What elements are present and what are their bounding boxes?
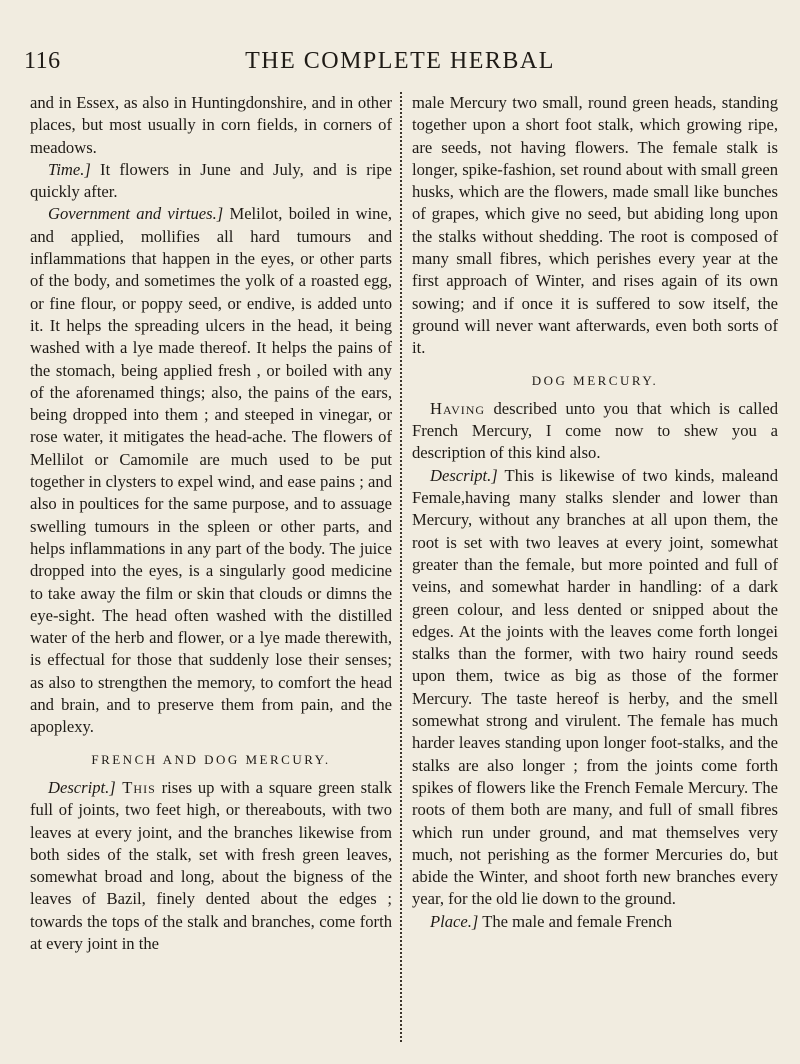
place-text: The male and female French	[478, 911, 673, 931]
having-lead-word: Having	[430, 398, 486, 418]
time-text: It flowers in June and July, and is ripe quickly after.	[30, 159, 392, 202]
descript-paragraph-dog	[412, 465, 778, 911]
page-header	[24, 48, 776, 82]
right-paragraph-continued: male Mercury two small, round green heads, standing together upon a short foot stalk, which growing ripe, are seeds, not having flowers. The female stalk is longer, spike-fashion, set round about with small green husks, which are the flowers, made small like bunches of grapes, which give no seed, but abiding long upon the stalks without shedding. The root is composed of many small fibres, which perishes every year at the first approach of Winter, and rises again of its own sowing; and if once it is suffered to sow itself, the ground will never want afterwards, even both sorts of it.	[412, 93, 778, 358]
time-label: Time.]	[48, 159, 91, 179]
virtues-label: Government and virtues.]	[48, 204, 224, 224]
descript-lead-word: This	[115, 777, 156, 797]
section-heading-dog-mercury: DOG MERCURY.	[531, 372, 659, 388]
left-column	[30, 92, 392, 1042]
virtues-text: Melilot, boiled in wine, and applied, mollifies all hard tumours and inflammations that happen in the eyes, or other parts of the body, and sometimes the yolk of a roasted egg, or fine flour, or poppy seed, or endive, is added unto it. It helps the spreading ulcers in the head, it being washed with a lye made thereof. It helps the pains of the stomach, being applied fresh , or boiled with any of the aforenamed things; also, the pains of the ears, being dropped into them ; and steeped in vinegar, or rose water, it mitigates the head-ache. The flowers of Mellilot or Camomile are much used to be put together in clysters to expel wind, and ease pains ; and also in poultices for the same purpose, and to assuage swelling tumours in the spleen or other parts, and helps inflammations in any part of the body. The juice dropped into the eyes, is a singularly good medicine to take away the film or skin that clouds or dimns the eye-sight. The head often washed with the distilled water of the herb and flower, or a lye made therewith, is effectual for those that suddenly lose their senses; as also to strengthen the memory, to comfort the head and brain, and to preserve them from pain, and the apoplexy.	[30, 204, 392, 737]
descript-text-dog: This is likewise of two kinds, maleand Female,having many stalks slender and lower than Mercury, without any branches at all upon them, the root is set with two leaves at every joint, somewhat greater than the female, but more pointed and full of veins, and somewhat harder in handling: of a dark green colour, and less dented or snipped about the edges. At the joints with the leaves come forth longei stalks than the former, with two hairy round seeds upon them, twice as big as those of the former Mercury. The taste hereof is herby, and the smell somewhat strong and virulent. The female has much harder leaves standing upon longer foot-stalks, and the stalks are also longer ; from the joints come forth spikes of flowers like the French Female Mercury. The roots of them both are many, and full of small fibres which run under ground, and mat themselves very much, not perishing as the former Mercuries do, but abide the Winter, and shoot forth new branches every year, for the old lie down to the ground.	[412, 465, 778, 909]
running-title: THE COMPLETE HERBAL	[245, 48, 555, 74]
column-divider	[400, 92, 402, 1042]
time-paragraph	[30, 159, 392, 204]
virtues-paragraph	[30, 203, 392, 738]
descript-paragraph	[30, 777, 392, 955]
having-text: described unto you that which is called French Mercury, I come now to shew you a description of this kind also.	[412, 398, 778, 463]
descript-label-dog: Descript.]	[430, 465, 498, 485]
section-heading-french-and-dog-mercury: FRENCH AND DOG MERCURY.	[91, 751, 331, 767]
place-paragraph	[412, 911, 778, 933]
place-label: Place.]	[430, 911, 479, 931]
descript-label: Descript.]	[48, 777, 116, 797]
right-column	[412, 92, 778, 1042]
left-paragraph-continued: and in Essex, as also in Huntingdonshire, and in other places, but most usually in corn fields, in corners of meadows.	[30, 93, 392, 157]
descript-text: rises up with a square green stalk full of joints, two feet high, or thereabouts, with two leaves at every joint, and the branches likewise from both sides of the stalk, set with fresh green leaves, somewhat broad and long, about the bigness of the leaves of Bazil, finely dented about the edges ; towards the tops of the stalk and branches, come forth at every joint in the	[30, 777, 392, 953]
having-paragraph	[412, 398, 778, 465]
page-number: 116	[24, 48, 61, 74]
